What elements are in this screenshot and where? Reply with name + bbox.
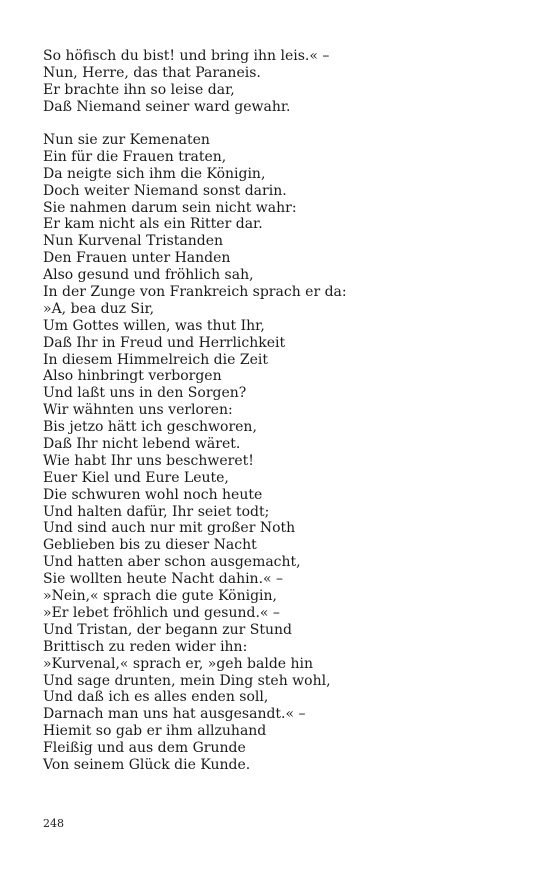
verse-line: Ein für die Frauen traten, xyxy=(43,148,227,165)
verse-line: Fleißig und aus dem Grunde xyxy=(43,740,246,757)
verse-line: »Kurvenal,« sprach er, »geh balde hin xyxy=(43,655,314,672)
verse-line: Doch weiter Niemand sonst darin. xyxy=(43,182,287,199)
verse-line: Er brachte ihn so leise dar, xyxy=(43,81,235,98)
verse-line: Also gesund und fröhlich sah, xyxy=(43,267,254,284)
verse-line: Daß Ihr in Freud und Herrlichkeit xyxy=(43,334,286,351)
verse-line: Und halten dafür, Ihr seiet todt; xyxy=(43,503,270,520)
verse-line: In der Zunge von Frankreich sprach er da: xyxy=(43,284,347,301)
verse-line: Und daß ich es alles enden soll, xyxy=(43,689,269,706)
verse-line: Wir wähnten uns verloren: xyxy=(43,402,233,419)
verse-line: Den Frauen unter Handen xyxy=(43,250,231,267)
verse-line: In diesem Himmelreich die Zeit xyxy=(43,351,268,368)
verse-line: Um Gottes willen, was thut Ihr, xyxy=(43,317,265,334)
verse-line: Und Tristan, der begann zur Stund xyxy=(43,621,292,638)
verse-line: Bis jetzo hätt ich geschworen, xyxy=(43,419,257,436)
verse-line: Daß Ihr nicht lebend wäret. xyxy=(43,436,241,453)
verse-line: Und sage drunten, mein Ding steh wohl, xyxy=(43,672,331,689)
verse-line: Wie habt Ihr uns beschweret! xyxy=(43,452,254,469)
verse-line: Er kam nicht als ein Ritter dar. xyxy=(43,216,263,233)
page-number: 248 xyxy=(43,817,64,830)
verse-line: Nun Kurvenal Tristanden xyxy=(43,233,224,250)
verse-line: Da neigte sich ihm die Königin, xyxy=(43,165,266,182)
verse-line: »A, bea duz Sir, xyxy=(43,300,155,317)
verse-line: Die schwuren wohl noch heute xyxy=(43,486,263,503)
stanza-2 xyxy=(43,132,347,774)
verse-line: Geblieben bis zu dieser Nacht xyxy=(43,537,257,554)
verse-line: Euer Kiel und Eure Leute, xyxy=(43,469,229,486)
verse-line: Sie nahmen darum sein nicht wahr: xyxy=(43,199,297,216)
verse-line: Darnach man uns hat ausgesandt.« – xyxy=(43,706,306,723)
verse-line: »Er lebet fröhlich und gesund.« – xyxy=(43,604,280,621)
verse-line: Daß Niemand seiner ward gewahr. xyxy=(43,98,291,115)
stanza-1 xyxy=(43,48,329,116)
verse-line: Von seinem Glück die Kunde. xyxy=(43,756,251,773)
verse-line: Und hatten aber schon ausgemacht, xyxy=(43,554,301,571)
verse-line: So höfisch du bist! und bring ihn leis.« – xyxy=(43,48,330,64)
verse-line: Und sind auch nur mit großer Noth xyxy=(43,520,296,537)
verse-line: Und laßt uns in den Sorgen? xyxy=(43,385,247,402)
verse-line: Nun sie zur Kemenaten xyxy=(43,132,210,148)
verse-line: Also hinbringt verborgen xyxy=(43,368,222,385)
verse-line: »Nein,« sprach die gute Königin, xyxy=(43,588,277,605)
verse-line: Nun, Herre, das that Paraneis. xyxy=(43,64,261,81)
verse-line: Brittisch zu reden wider ihn: xyxy=(43,638,248,655)
verse-line: Sie wollten heute Nacht dahin.« – xyxy=(43,571,284,588)
verse-line: Hiemit so gab er ihm allzuhand xyxy=(43,723,267,740)
